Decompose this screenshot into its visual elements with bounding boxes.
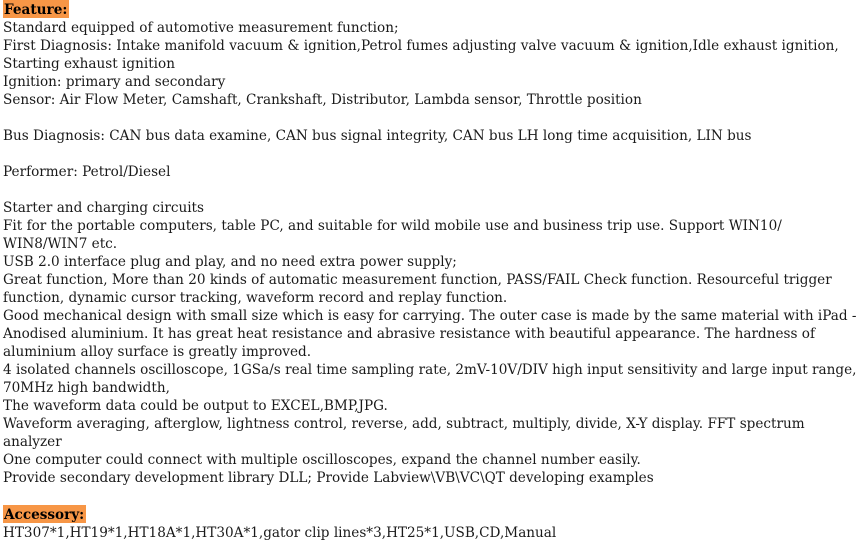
feature-line: Performer: Petrol/Diesel xyxy=(3,164,171,180)
feature-line: One computer could connect with multiple oscilloscopes, expand the channel number easily. xyxy=(3,452,641,468)
feature-line: Ignition: primary and secondary xyxy=(3,74,226,90)
product-description xyxy=(3,0,861,542)
feature-line: Sensor: Air Flow Meter, Camshaft, Crankshaft, Distributor, Lambda sensor, Throttle position xyxy=(3,92,642,108)
feature-line: Provide secondary development library DLL; Provide Labview\VB\VC\QT developing examples xyxy=(3,470,654,486)
feature-line: Great function, More than 20 kinds of automatic measurement function, PASS/FAIL Check function. Resourceful trigger function, dynamic cursor tracking, waveform record and replay function. xyxy=(3,272,832,306)
feature-line: Standard equipped of automotive measurement function; xyxy=(3,20,399,36)
accessory-heading-row xyxy=(3,505,861,524)
feature-line: Bus Diagnosis: CAN bus data examine, CAN bus signal integrity, CAN bus LH long time acquisition, LIN bus xyxy=(3,128,752,144)
blank-line xyxy=(3,181,861,199)
accessory-line: HT307*1,HT19*1,HT18A*1,HT30A*1,gator clip lines*3,HT25*1,USB,CD,Manual xyxy=(3,525,557,541)
feature-list xyxy=(3,19,861,487)
feature-heading: Feature: xyxy=(4,2,68,18)
feature-heading-row xyxy=(3,0,861,19)
feature-line: The waveform data could be output to EXCEL,BMP,JPG. xyxy=(3,398,388,414)
feature-line: USB 2.0 interface plug and play, and no need extra power supply; xyxy=(3,254,457,270)
feature-line: Waveform averaging, afterglow, lightness control, reverse, add, subtract, multiply, divide, X-Y display. FFT spectrum analyzer xyxy=(3,416,805,450)
blank-line xyxy=(3,145,861,163)
blank-line xyxy=(3,109,861,127)
feature-line: 4 isolated channels oscilloscope, 1GSa/s real time sampling rate, 2mV-10V/DIV high input sensitivity and large input range, 70MHz high bandwidth, xyxy=(3,362,857,396)
feature-line: Good mechanical design with small size which is easy for carrying. The outer case is made by the same material with iPad - Anodised aluminium. It has great heat resistance and abrasive resistance with beautiful appearance. The hardness of aluminium alloy surface is greatly improved. xyxy=(3,308,857,360)
feature-line: Starter and charging circuits xyxy=(3,200,204,216)
section-gap xyxy=(3,487,861,505)
feature-line: Fit for the portable computers, table PC, and suitable for wild mobile use and business trip use. Support WIN10/ WIN8/WIN7 etc. xyxy=(3,218,782,252)
accessory-list xyxy=(3,524,861,542)
accessory-heading: Accessory: xyxy=(4,507,85,523)
feature-line: First Diagnosis: Intake manifold vacuum & ignition,Petrol fumes adjusting valve vacuum & ignition,Idle exhaust ignition, Starting exhaust ignition xyxy=(3,38,839,72)
